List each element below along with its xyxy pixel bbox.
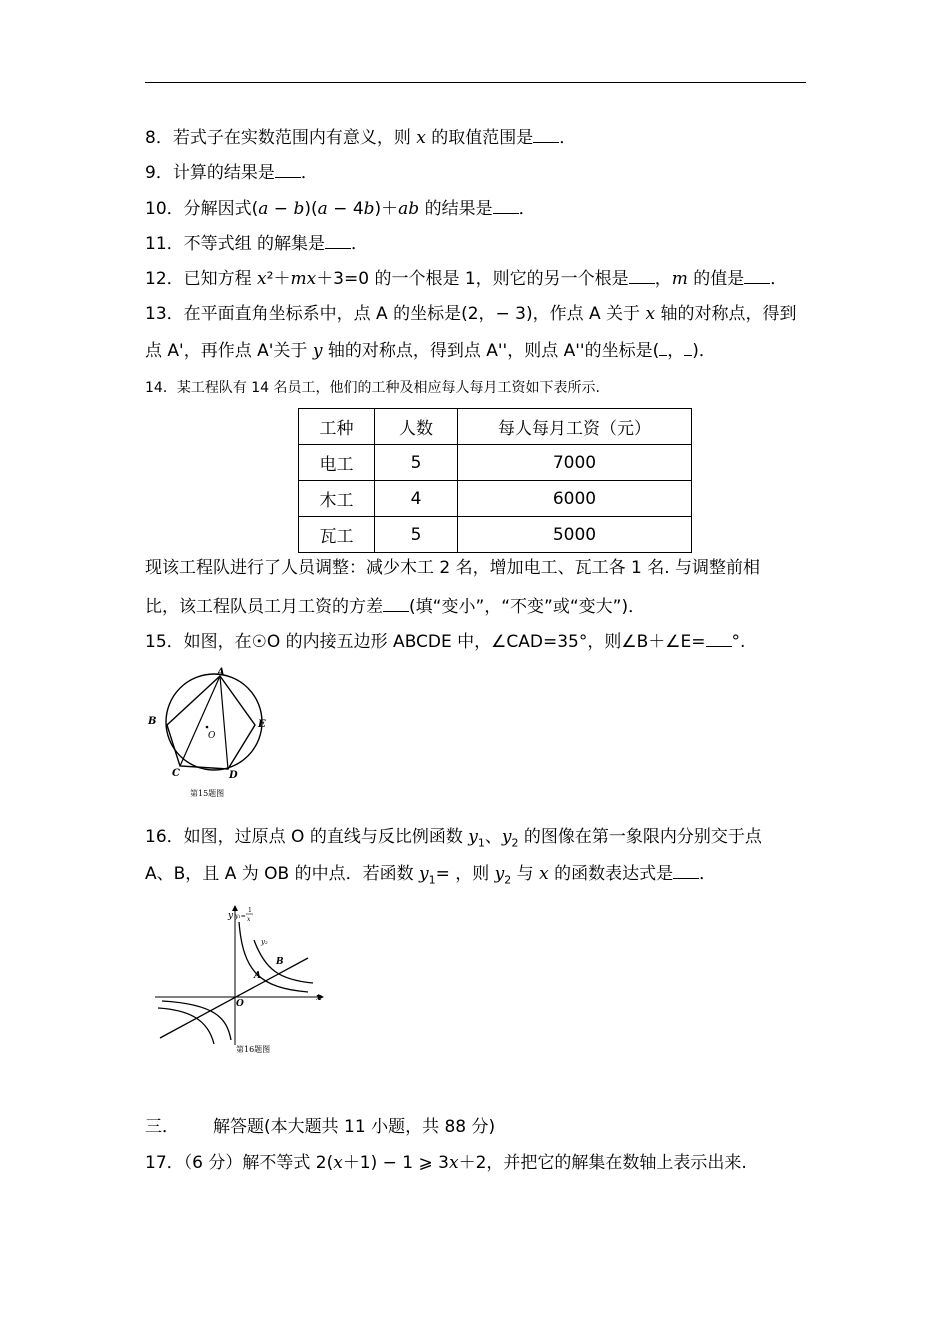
label-origin: O [236, 999, 244, 1009]
table-cell: 6000 [458, 481, 692, 517]
figure-caption: 第16题图 [236, 1045, 271, 1054]
answer-blank[interactable] [493, 197, 519, 214]
question-14-intro: 14．某工程队有 14 名员工，他们的工种及相应每人每月工资如下表所示. [145, 380, 600, 396]
label-b: B [276, 957, 284, 967]
answer-blank[interactable] [629, 267, 655, 284]
question-16-line-1: 16．如图，过原点 O 的直线与反比例函数 $y_1$、$y_2$ 的图像在第一象限内分别交于点 [145, 827, 762, 850]
figure-15-circle-pentagon [140, 665, 280, 805]
question-13-line-1: 13．在平面直角坐标系中，点 A 的坐标是(2，− 3)，作点 A 关于 x 轴的对称点，得到 [145, 304, 797, 324]
table-cell: 5000 [458, 517, 692, 553]
table-header: 每人每月工资（元） [458, 409, 692, 445]
label-b: B [148, 716, 157, 727]
question-15: 15．如图，在☉O 的内接五边形 ABCDE 中，∠CAD=35°，则∠B＋∠E= °. [145, 632, 746, 652]
table-cell: 电工 [299, 445, 375, 481]
answer-blank[interactable] [706, 630, 732, 647]
question-10: 10．分解因式(a − b)(a − 4b)＋ab 的结果是 ． [145, 199, 536, 219]
label-y-axis: y [228, 911, 234, 921]
label-o: O [208, 731, 216, 741]
answer-blank[interactable] [275, 161, 301, 178]
table-cell: 5 [375, 517, 458, 553]
table-header: 人数 [375, 409, 458, 445]
label-y1-formula: y₁= [235, 913, 246, 920]
wage-table [298, 408, 692, 553]
top-rule [145, 82, 806, 83]
label-fraction-denominator: x [247, 916, 251, 923]
label-a: A [217, 667, 225, 678]
question-8: 8．若式子在实数范围内有意义，则 x 的取值范围是 ． [145, 128, 577, 148]
curve-y1-q3 [162, 1001, 231, 1040]
question-11: 11．不等式组 的解集是 ． [145, 234, 369, 254]
segment-ac [180, 676, 220, 766]
figure-16-inverse-functions [150, 900, 330, 1060]
table-row [299, 481, 692, 517]
line-through-origin [160, 958, 308, 1038]
answer-blank[interactable] [325, 232, 351, 249]
table-cell: 木工 [299, 481, 375, 517]
answer-blank[interactable] [533, 126, 559, 143]
table-cell: 5 [375, 445, 458, 481]
answer-blank[interactable] [744, 267, 770, 284]
section-3-heading: 三． 解答题(本大题共 11 小题，共 88 分) [145, 1117, 496, 1137]
label-a: A [254, 971, 261, 981]
table-row [299, 445, 692, 481]
question-14-line-3: 比，该工程队员工月工资的方差 (填“变小”，“不变”或“变大”)． [145, 597, 646, 617]
label-fraction-numerator: 1 [248, 907, 252, 914]
table-row [299, 517, 692, 553]
question-14-line-2: 现该工程队进行了人员调整：减少木工 2 名，增加电工、瓦工各 1 名. 与调整前相 [145, 558, 761, 578]
label-c: C [172, 768, 180, 779]
question-9: 9．计算的结果是 ． [145, 163, 318, 183]
table-cell: 4 [375, 481, 458, 517]
figure-caption: 第15题图 [190, 789, 225, 798]
label-x-axis: x [316, 993, 322, 1003]
segment-ad [220, 676, 228, 769]
question-12: 12．已知方程 x²＋mx＋3=0 的一个根是 1，则它的另一个根是 ，m 的值是 ． [145, 269, 788, 289]
table-header-row [299, 409, 692, 445]
label-y2: y₂ [261, 938, 268, 946]
answer-blank[interactable] [673, 862, 699, 879]
question-13-line-2: 点 A'，再作点 A'关于 y 轴的对称点，得到点 A''，则点 A''的坐标是( ， )． [145, 341, 716, 361]
table-header: 工种 [299, 409, 375, 445]
label-e: E [258, 719, 266, 730]
table-cell: 瓦工 [299, 517, 375, 553]
center-point [206, 726, 209, 729]
answer-blank[interactable] [383, 595, 409, 612]
question-16-line-2: A、B，且 A 为 OB 的中点．若函数 $y_1=$ ，则 $y_2$ 与 x 的函数表达式是 ． [145, 864, 717, 887]
curve-y1-q1 [239, 922, 308, 992]
table-cell: 7000 [458, 445, 692, 481]
question-17: 17．（6 分）解不等式 2(x＋1) − 1 ⩾ 3x＋2，并把它的解集在数轴上表示出来. [145, 1153, 747, 1173]
label-d: D [229, 770, 238, 781]
pentagon-abcde [167, 676, 255, 769]
